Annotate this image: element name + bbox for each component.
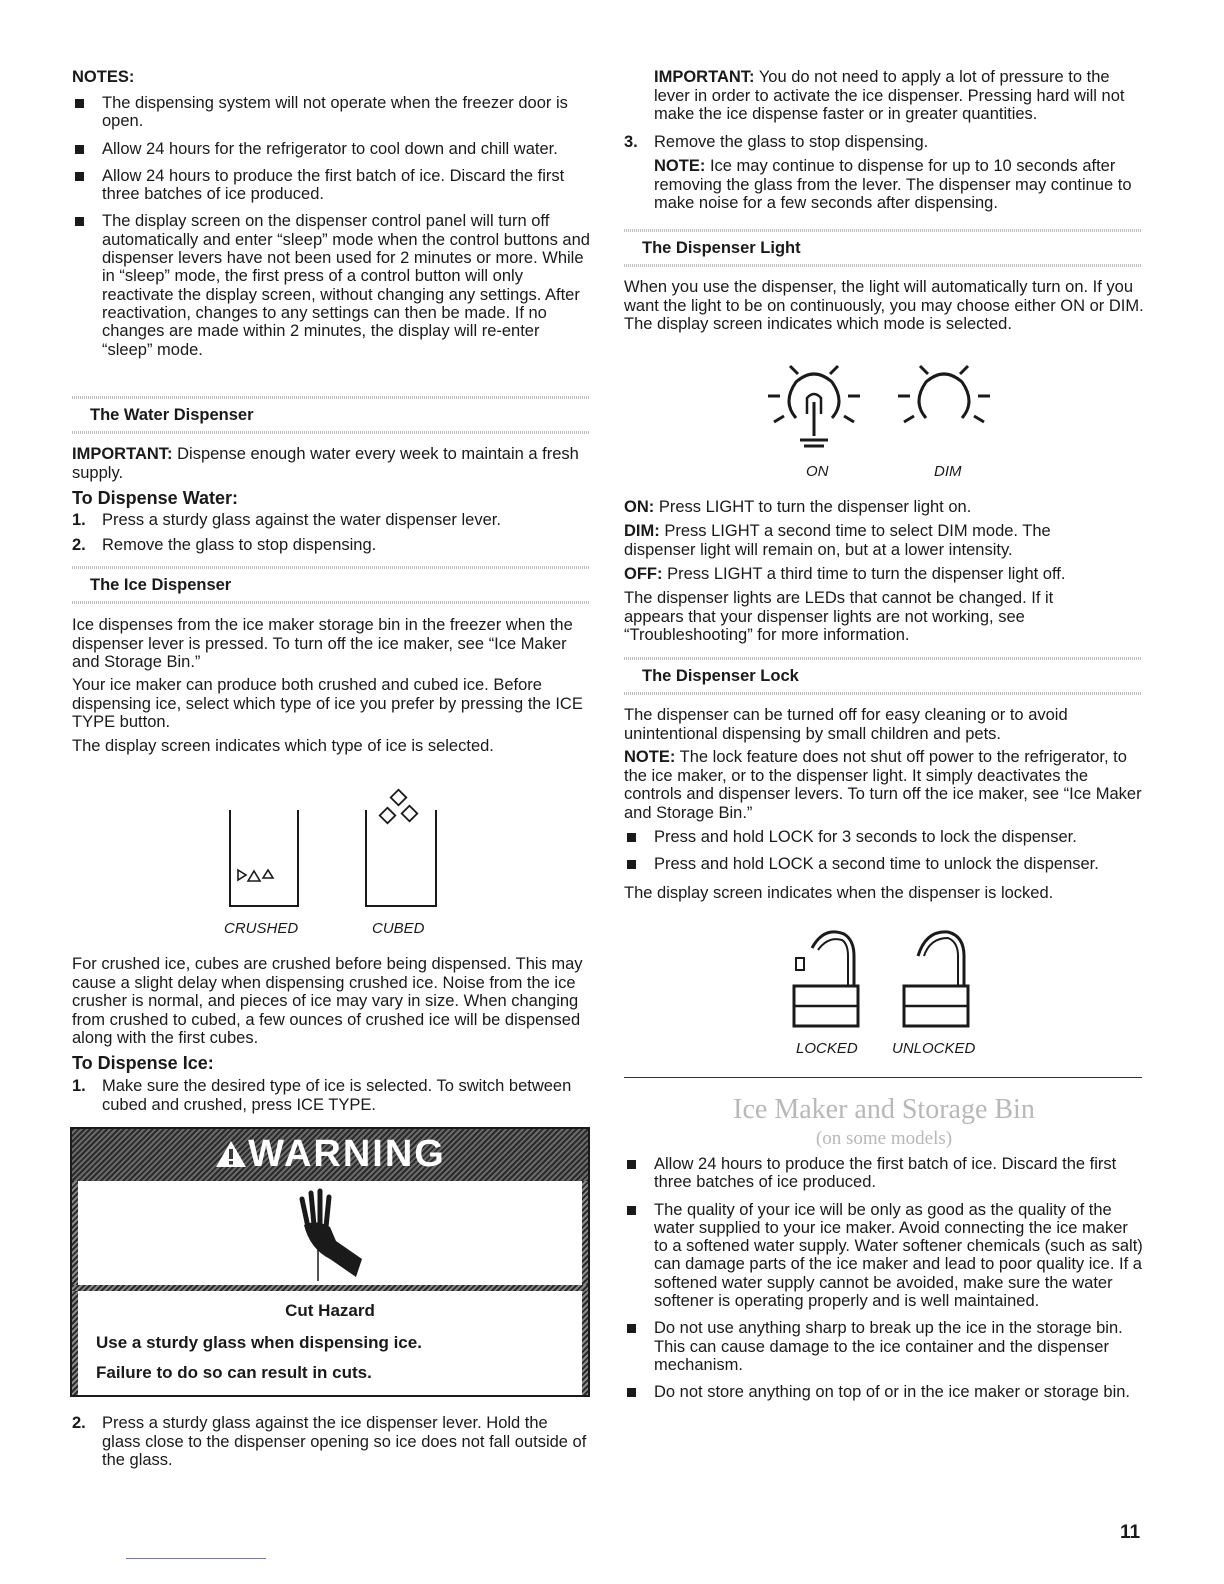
warning-line-1: Use a sturdy glass when dispensing ice. <box>96 1333 422 1352</box>
list-item: The display screen on the dispenser control panel will turn off automatically and enter “sleep” mode when the control buttons and dispenser levers have not been used for 2 minutes or more. While in “sleep” mode, the first press of a control button will only reactivate the display screen, without changing any settings. After reactivation, changes to any settings can then be made. If no changes are made within 2 minutes, the display will re-enter “sleep” mode. <box>72 212 592 358</box>
list-item: Allow 24 hours to produce the first batch of ice. Discard the first three batches of ice produced. <box>624 1155 1144 1192</box>
ice-paragraph-3: The display screen indicates which type of ice is selected. <box>72 737 494 755</box>
notes-title: NOTES: <box>72 68 135 86</box>
cut-hand-icon <box>296 1185 368 1283</box>
step3-note: NOTE: Ice may continue to dispense for up to 10 seconds after removing the glass from the lever. The dispenser may continue to make noise for a few seconds after dispensing. <box>654 157 1132 212</box>
to-dispense-ice-heading: To Dispense Ice: <box>72 1053 214 1073</box>
dispenser-light-section <box>624 229 1142 267</box>
ice-paragraph-1: Ice dispenses from the ice maker storage bin in the freezer when the dispenser lever is pressed. To turn off the ice maker, see “Ice Maker and Storage Bin.” <box>72 616 573 671</box>
right-important: IMPORTANT: You do not need to apply a lot of pressure to the lever in order to activate the ice dispenser. Pressing hard will not make the ice dispense faster or in greater quantities. <box>654 68 1125 123</box>
ice-paragraph-2: Your ice maker can produce both crushed and cubed ice. Before dispensing ice, select which type of ice you prefer by pressing the ICE TYPE button. <box>72 676 583 731</box>
page-number: 11 <box>1120 1522 1141 1543</box>
off-description: OFF: Press LIGHT a third time to turn the dispenser light off. <box>624 565 1066 583</box>
ice-dispenser-section <box>72 566 590 604</box>
list-item: Allow 24 hours for the refrigerator to cool down and chill water. <box>72 140 592 158</box>
list-item: Press and hold LOCK a second time to unlock the dispenser. <box>624 855 1144 873</box>
water-dispenser-section <box>72 396 590 434</box>
on-description: ON: Press LIGHT to turn the dispenser light on. <box>624 498 972 516</box>
list-item: The dispensing system will not operate when the freezer door is open. <box>72 94 592 131</box>
warning-line-2: Failure to do so can result in cuts. <box>96 1363 372 1382</box>
dim-caption: DIM <box>934 463 962 480</box>
to-dispense-water-heading: To Dispense Water: <box>72 488 239 508</box>
list-item: Allow 24 hours to produce the first batch of ice. Discard the first three batches of ice produced. <box>72 167 592 204</box>
crushed-ice-icon <box>228 808 300 910</box>
warning-triangle-icon <box>214 1139 248 1169</box>
lock-paragraph-1: The dispenser can be turned off for easy cleaning or to avoid unintentional dispensing by small children and pets. <box>624 706 1068 743</box>
section-title: The Water Dispenser <box>90 406 254 424</box>
list-item: Press and hold LOCK for 3 seconds to lock the dispenser. <box>624 828 1144 846</box>
warning-hazard: Cut Hazard <box>285 1301 375 1320</box>
light-dim-icon <box>892 356 996 460</box>
lock-note: NOTE: The lock feature does not shut off power to the refrigerator, to the ice maker, or to the dispenser light. It simply deactivates the controls and dispenser levers. To turn off the ice maker, see “Ice Maker and Storage Bin.” <box>624 748 1142 822</box>
section-title: The Dispenser Lock <box>642 667 799 685</box>
locked-caption: LOCKED <box>796 1040 858 1057</box>
ice-step-1: 1. Make sure the desired type of ice is selected. To switch between cubed and crushed, press ICE TYPE. <box>72 1077 572 1114</box>
ice-maker-bullets <box>624 1155 1144 1411</box>
on-caption: ON <box>806 463 829 480</box>
list-item: The quality of your ice will be only as good as the quality of the water supplied to your ice maker. Avoid connecting the ice maker to a softened water supply. Water softener chemicals (such as salt) can damage parts of the ice maker and lead to poor quality ice. If a softened water supply cannot be avoided, make sure the water softener is operating properly and is well maintained. <box>624 1201 1144 1311</box>
footer-line <box>126 1558 266 1559</box>
list-item: Do not use anything sharp to break up the ice in the storage bin. This can cause damage to the ice container and the dispenser mechanism. <box>624 1319 1144 1374</box>
light-paragraph: When you use the dispenser, the light will automatically turn on. If you want the light to be on continuously, you may choose either ON or DIM. The display screen indicates which mode is selected. <box>624 278 1144 333</box>
crushed-paragraph: For crushed ice, cubes are crushed before being dispensed. This may cause a slight delay when dispensing crushed ice. Noise from the ice crusher is normal, and pieces of ice may vary in size. When changing from crushed to cubed, a few ounces of crushed ice will be dispensed along with the first cubes. <box>72 955 583 1047</box>
section-divider <box>624 1077 1142 1078</box>
locked-icon <box>788 926 864 1032</box>
dispenser-lock-section <box>624 657 1142 695</box>
unlocked-caption: UNLOCKED <box>892 1040 976 1057</box>
notes-list <box>72 94 592 368</box>
ice-step-2: 2. Press a sturdy glass against the ice dispenser lever. Hold the glass close to the dispenser opening so ice does not fall outside of the glass. <box>72 1414 587 1469</box>
lock-bullets <box>624 828 1144 883</box>
warning-title: WARNING <box>72 1133 588 1176</box>
water-important: IMPORTANT: Dispense enough water every week to maintain a fresh supply. <box>72 445 579 482</box>
ice-maker-subtitle: (on some models) <box>815 1128 953 1149</box>
light-on-icon <box>762 356 866 460</box>
ice-maker-title: Ice Maker and Storage Bin <box>733 1094 1035 1125</box>
unlocked-icon <box>898 926 974 1032</box>
section-title: The Dispenser Light <box>642 239 801 257</box>
cubed-ice-icon <box>364 788 438 910</box>
crushed-caption: CRUSHED <box>224 920 299 937</box>
led-paragraph: The dispenser lights are LEDs that cannot be changed. If it appears that your dispenser lights are not working, see “Troubleshooting” for more information. <box>624 589 1054 644</box>
section-title: The Ice Dispenser <box>90 576 232 594</box>
list-item: Do not store anything on top of or in the ice maker or storage bin. <box>624 1383 1144 1401</box>
lock-paragraph-2: The display screen indicates when the dispenser is locked. <box>624 884 1054 902</box>
warning-header <box>72 1129 588 1181</box>
warning-box <box>70 1127 590 1397</box>
cubed-caption: CUBED <box>372 920 425 937</box>
dim-description: DIM: Press LIGHT a second time to select DIM mode. The dispenser light will remain on, but at a lower intensity. <box>624 522 1051 559</box>
ice-step-3: 3. Remove the glass to stop dispensing. <box>624 133 929 151</box>
